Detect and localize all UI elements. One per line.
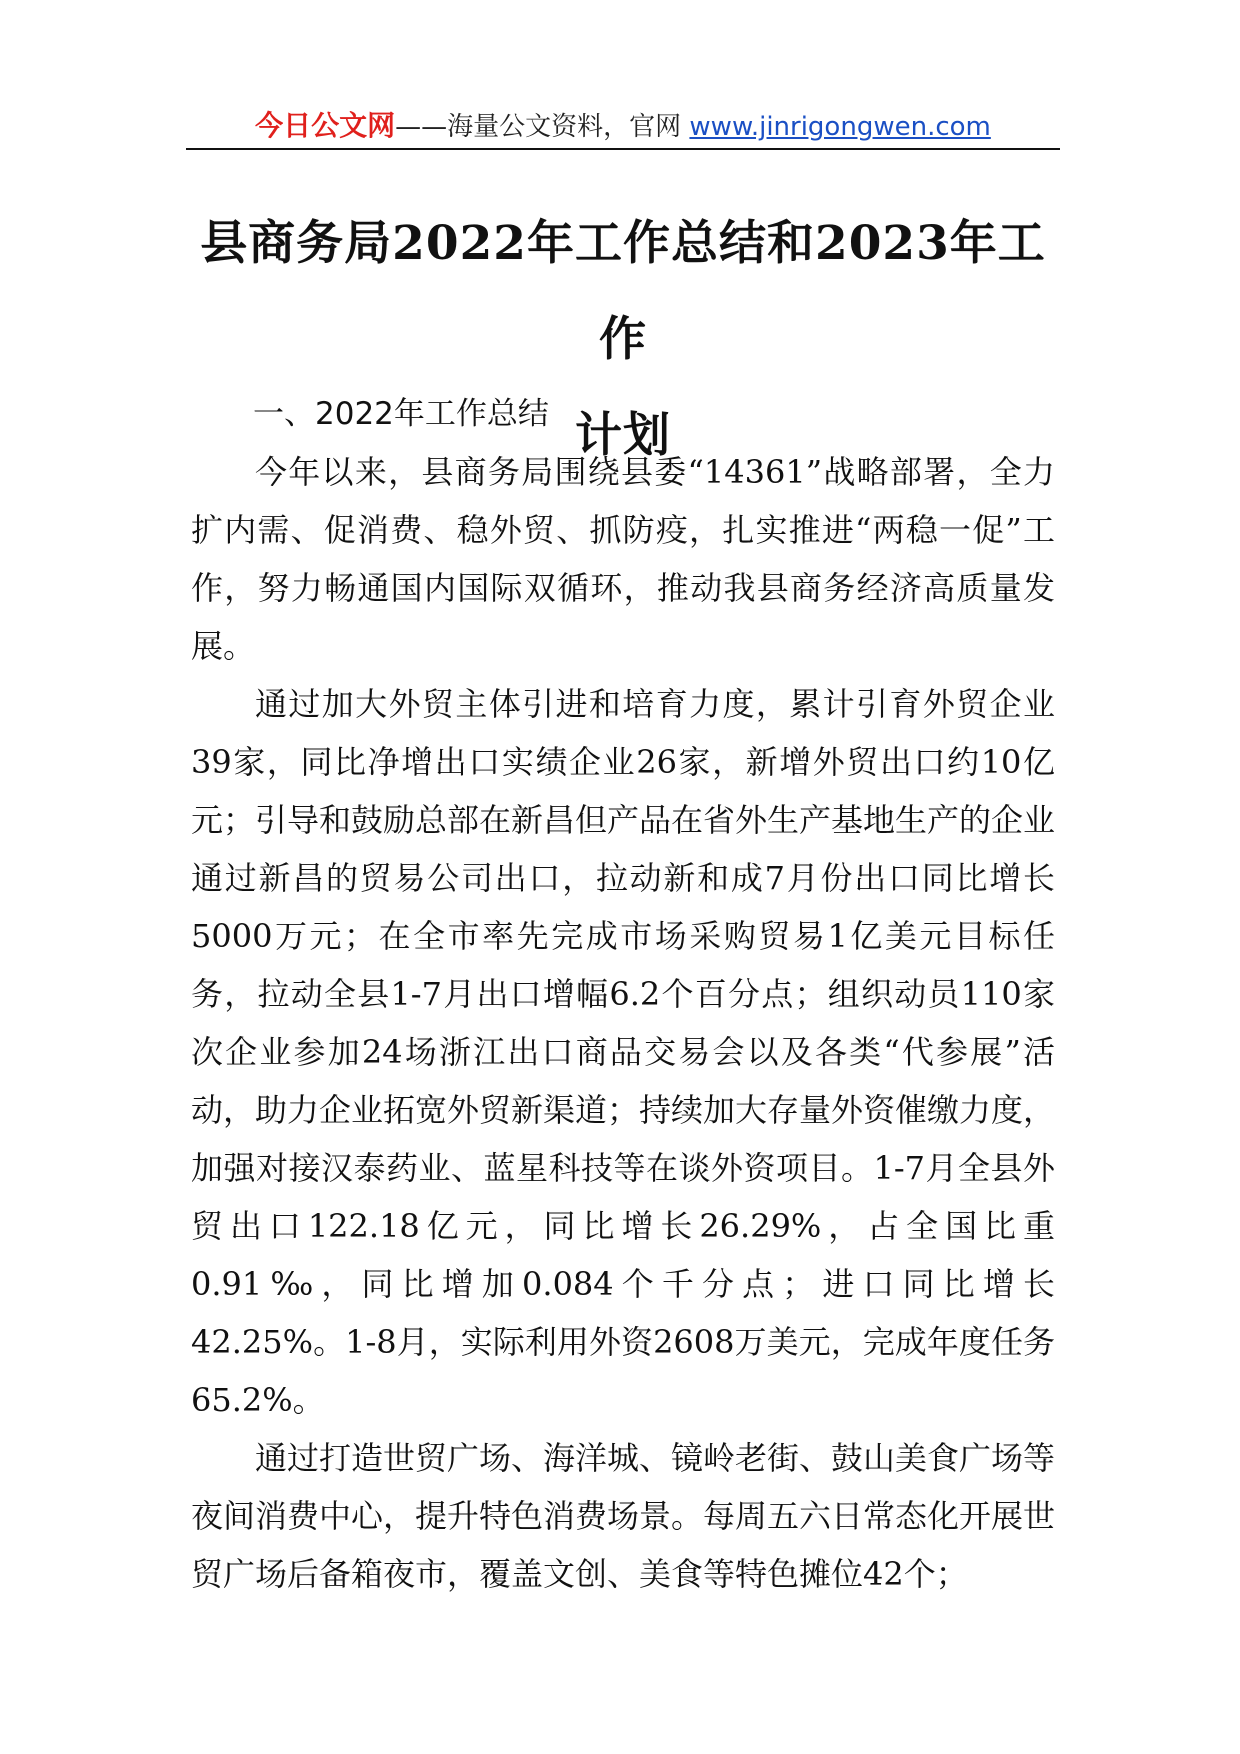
title-line-2: 计划 [575, 408, 671, 463]
section-heading: 一、2022年工作总结 [253, 396, 549, 432]
paragraph-intro: 今年以来，县商务局围绕县委“14361”战略部署，全力扩内需、促消费、稳外贸、抓防疫，扎实推进“两稳一促”工作，努力畅通国内国际双循环，推动我县商务经济高质量发展。 [191, 453, 1055, 665]
paragraph-consumption: 通过打造世贸广场、海洋城、镜岭老街、鼓山美食广场等夜间消费中心，提升特色消费场景。每周五六日常态化开展世贸广场后备箱夜市，覆盖文创、美食等特色摊位42个； [191, 1439, 1056, 1593]
site-url-link[interactable]: www.jinrigongwen.com [689, 112, 991, 142]
site-header [186, 104, 1060, 150]
title-line-1: 县商务局2022年工作总结和2023年工作 [200, 216, 1046, 367]
site-tagline: ——海量公文资料，官网 [395, 112, 690, 142]
site-brand[interactable]: 今日公文网 [255, 109, 396, 142]
document-body [191, 385, 1055, 1603]
paragraph-foreign-trade: 通过加大外贸主体引进和培育力度，累计引育外贸企业39家，同比净增出口实绩企业26家，新增外贸出口约10亿元；引导和鼓励总部在新昌但产品在省外生产基地生产的企业通过新昌的贸易公司出口，拉动新和成7月份出口同比增长5000万元；在全市率先完成市场采购贸易1亿美元目标任务，拉动全县1-7月出口增幅6.2个百分点；组织动员110家次企业参加24场浙江出口商品交易会以及各类“代参展”活动，助力企业拓宽外贸新渠道；持续加大存量外资催缴力度，加强对接汉泰药业、蓝星科技等在谈外资项目。1-7月全县外贸出口122.18亿元，同比增长26.29%，占全国比重0.91‰，同比增加0.084个千分点；进口同比增长42.25%。1-8月，实际利用外资2608万美元，完成年度任务65.2%。 [191, 685, 1056, 1419]
